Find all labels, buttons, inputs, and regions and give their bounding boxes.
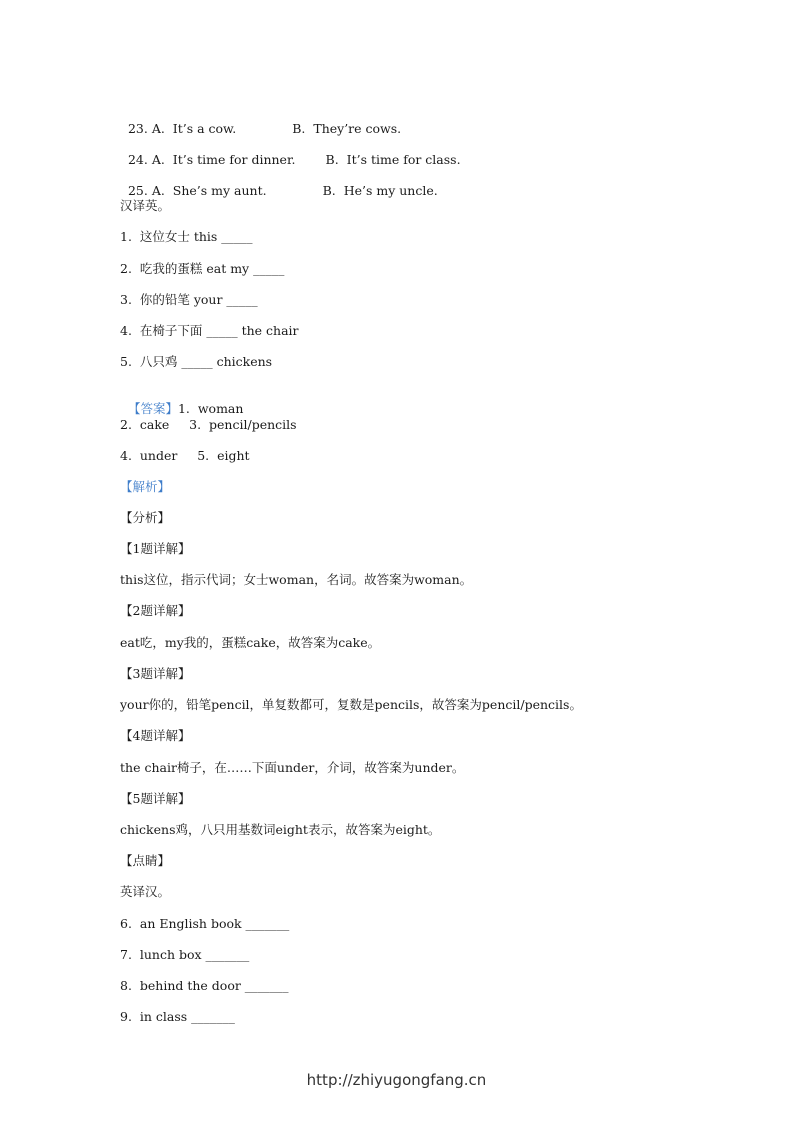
detail-heading: 【5题详解】: [120, 791, 191, 806]
en-item: 8. behind the door _______: [120, 978, 289, 993]
section-heading-en-cn: 英译汉。: [120, 884, 171, 899]
detail-heading: 【3题详解】: [120, 666, 191, 681]
answer-line-2: 2. cake 3. pencil/pencils: [120, 417, 297, 432]
option-b: B. It’s time for class.: [325, 152, 461, 167]
option-a: A. It’s a cow.: [151, 121, 237, 136]
detail-body: your你的，铅笔pencil，单复数都可，复数是pencils，故答案为pencil/pencils。: [120, 697, 582, 712]
en-item: 9. in class _______: [120, 1009, 235, 1024]
translate-item: 3. 你的铅笔 your _____: [120, 292, 258, 307]
footer-url[interactable]: http://zhiyugongfang.cn: [306, 1071, 487, 1089]
dianjing-tag: 【点睛】: [120, 853, 171, 868]
option-b: B. He’s my uncle.: [322, 183, 438, 198]
question-24: [120, 136, 461, 168]
answer-tag: 【答案】: [127, 401, 178, 416]
question-number: 25.: [127, 183, 148, 198]
detail-heading: 【4题详解】: [120, 728, 191, 743]
detail-heading: 【2题详解】: [120, 603, 191, 618]
answer-text: 1. woman: [177, 401, 244, 416]
translate-item: 4. 在椅子下面 _____ the chair: [120, 323, 299, 338]
detail-body: this这位，指示代词；女士woman，名词。故答案为woman。: [120, 572, 473, 587]
question-23: [120, 105, 401, 137]
option-a: A. It’s time for dinner.: [151, 152, 296, 167]
en-item: 6. an English book _______: [120, 916, 290, 931]
option-b: B. They’re cows.: [292, 121, 402, 136]
detail-body: the chair椅子，在……下面under，介词，故答案为under。: [120, 760, 465, 775]
question-number: 23.: [127, 121, 148, 136]
answer-line-3: 4. under 5. eight: [120, 448, 250, 463]
translate-item: 1. 这位女士 this _____: [120, 229, 253, 244]
translate-item: 5. 八只鸡 _____ chickens: [120, 354, 273, 369]
en-item: 7. lunch box _______: [120, 947, 250, 962]
detail-heading: 【1题详解】: [120, 541, 191, 556]
detail-body: chickens鸡，八只用基数词eight表示，故答案为eight。: [120, 822, 441, 837]
question-number: 24.: [127, 152, 148, 167]
question-25: [120, 167, 438, 199]
detail-body: eat吃，my我的，蛋糕cake，故答案为cake。: [120, 635, 381, 650]
fenxi-tag: 【分析】: [120, 510, 171, 525]
option-a: A. She’s my aunt.: [151, 183, 267, 198]
translate-item: 2. 吃我的蛋糕 eat my _____: [120, 261, 285, 276]
section-heading-cn-en: 汉译英。: [120, 198, 171, 213]
answer-line-1: [120, 385, 243, 417]
analysis-tag: 【解析】: [120, 479, 171, 494]
